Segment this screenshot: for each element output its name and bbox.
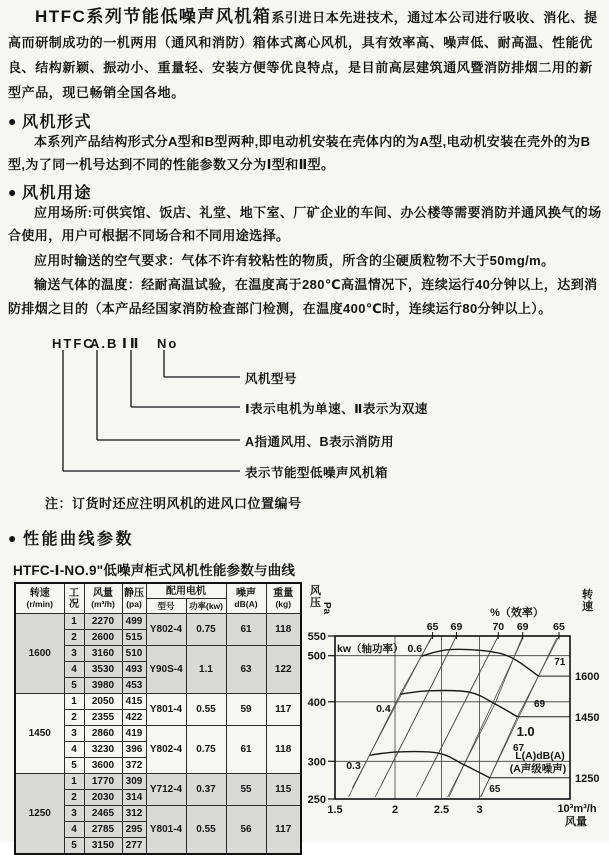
- section-heading-text: 风机用途: [21, 185, 92, 202]
- power-axis-label: kw（轴功率）: [337, 643, 404, 655]
- cell-pressure: 499: [122, 614, 146, 630]
- efficiency-line: [416, 636, 498, 797]
- header-noise: [226, 583, 266, 614]
- cell-flow: 2785: [84, 822, 122, 838]
- header-text: 转速: [29, 588, 50, 599]
- model-code-ab: A.B: [90, 336, 119, 351]
- speed-axis-label: 转速: [582, 589, 593, 613]
- cell-flow: 2050: [84, 694, 122, 710]
- cell-pressure: 277: [122, 838, 146, 855]
- noise-axis-label: L(A)dB(A): [515, 750, 565, 762]
- rpm-label: 1250: [575, 772, 600, 785]
- header-text: 配用电机: [166, 585, 206, 597]
- power-label: 0.6: [407, 643, 423, 655]
- diagram-label-fan-model: 风机型号: [245, 372, 298, 386]
- header-text: 噪声: [236, 588, 256, 599]
- cell-motor-model: Y802-4: [146, 614, 186, 646]
- cell-flow: 2355: [84, 710, 122, 726]
- cell-flow: 1770: [84, 774, 122, 790]
- noise-value-label: 67: [513, 743, 525, 754]
- usage-paragraph-3: 输送气体的温度：经耐高温试验，在温度高于280℃高温情况下，连续运行40分钟以上，达到消防排烟之目的（本产品经国家消防检查部门检测，在温度400℃时，连续运行80分钟以上）。: [8, 277, 598, 316]
- table-header: [15, 583, 301, 614]
- cell-pressure: 419: [122, 726, 146, 742]
- bullet-icon: ●: [8, 184, 18, 200]
- cell-pressure: 314: [122, 790, 146, 806]
- cell-pressure: 396: [122, 742, 146, 758]
- x-tick-label: 2.5: [433, 804, 450, 816]
- cell-condition: 2: [64, 710, 84, 726]
- cell-noise: 61: [226, 614, 266, 646]
- cell-weight: 115: [266, 774, 301, 806]
- cell-motor-power: 0.55: [186, 806, 226, 855]
- header-motor-power: [186, 599, 226, 614]
- section-heading-text: 性能曲线参数: [22, 531, 134, 548]
- header-flow: [84, 583, 122, 614]
- section-heading-performance: [8, 526, 134, 549]
- cell-motor-power: 0.55: [186, 694, 226, 726]
- cell-condition: 4: [64, 742, 84, 758]
- noise-value-label: 65: [489, 784, 501, 795]
- efficiency-tick-label: 70: [492, 621, 505, 633]
- model-code-htfc: HTFC: [52, 336, 95, 351]
- cell-speed: 1250: [15, 774, 64, 855]
- cell-condition: 5: [64, 838, 84, 855]
- bullet-icon: ●: [8, 530, 19, 546]
- intro-body-text: 系引进日本先进技术，通过本公司进行吸收、消化、提高而研制成功的一机两用（通风和消防）箱体式离心风机，具有效率高、噪声低、耐高温、性能优良、结构新颖、振动小、重量轻、安装方便等优良特点，是目前高层建筑通风暨消防排烟二用的新型产品，现已畅销全国各地。: [8, 10, 598, 100]
- cell-motor-power: 0.37: [186, 774, 226, 806]
- cell-pressure: 515: [122, 630, 146, 646]
- cell-condition: 5: [64, 758, 84, 774]
- rpm-label: 1450: [575, 711, 600, 724]
- cell-pressure: 453: [122, 678, 146, 694]
- cell-motor-model: Y712-4: [146, 774, 186, 806]
- efficiency-axis-label: %（效率）: [490, 607, 544, 619]
- model-code-no: No: [157, 336, 179, 351]
- header-pressure: [122, 583, 146, 614]
- noise-value-label: 71: [554, 657, 566, 668]
- cell-pressure: 309: [122, 774, 146, 790]
- cell-flow: 2270: [84, 614, 122, 630]
- section-heading-text: 风机形式: [21, 114, 92, 131]
- diagram-label-speed-type: Ⅰ表示电机为单速、Ⅱ表示为双速: [245, 402, 428, 416]
- cell-condition: 1: [64, 774, 84, 790]
- table-title: HTFC-Ⅰ-NO.9"低噪声柜式风机性能参数与曲线: [13, 563, 296, 578]
- cell-weight: 117: [266, 806, 301, 855]
- header-weight: [266, 583, 301, 614]
- cell-condition: 2: [64, 790, 84, 806]
- cell-flow: 2860: [84, 726, 122, 742]
- header-text: 型号: [157, 601, 175, 611]
- header-text: 静压: [124, 588, 144, 599]
- usage-paragraph-1: 应用场所:可供宾馆、饭店、礼堂、地下室、厂矿企业的车间、办公楼等需要消防并通风换气的场合使用，用户可根据不同场合和不同用途选择。: [8, 205, 602, 243]
- y-tick-label: 550: [307, 631, 326, 643]
- cell-weight: 117: [266, 694, 301, 726]
- cell-flow: 3160: [84, 646, 122, 662]
- header-unit: (kg): [275, 599, 292, 609]
- cell-condition: 1: [64, 614, 84, 630]
- cell-condition: 1: [64, 694, 84, 710]
- rpm-label: 1600: [575, 671, 600, 684]
- header-unit: (r/min): [26, 599, 53, 609]
- performance-chart: [300, 580, 609, 842]
- cell-noise: 56: [226, 806, 266, 855]
- efficiency-tick-label: 69: [450, 621, 463, 633]
- cell-pressure: 510: [122, 646, 146, 662]
- cell-noise: 59: [226, 694, 266, 726]
- header-unit: dB(A): [234, 599, 258, 609]
- cell-condition: 4: [64, 662, 84, 678]
- intro-paragraph: [8, 4, 602, 105]
- cell-weight: 118: [266, 726, 301, 774]
- header-motor-model: [146, 599, 186, 614]
- efficiency-line: [375, 636, 456, 797]
- header-text: 况: [69, 598, 79, 610]
- table-row: [15, 774, 301, 790]
- cell-pressure: 372: [122, 758, 146, 774]
- cell-condition: 3: [64, 646, 84, 662]
- header-unit: (m³/h): [91, 599, 115, 609]
- power-label: 0.4: [376, 703, 391, 715]
- cell-pressure: 415: [122, 694, 146, 710]
- efficiency-tick-label: 69: [516, 621, 529, 633]
- cell-speed: 1450: [15, 694, 64, 774]
- header-speed: [15, 583, 64, 614]
- cell-motor-power: 0.75: [186, 614, 226, 646]
- header-motor-group: [146, 583, 226, 599]
- efficiency-tick-label: 65: [426, 621, 439, 633]
- table-row: [15, 614, 301, 630]
- cell-condition: 3: [64, 806, 84, 822]
- cell-speed: 1600: [15, 614, 64, 694]
- cell-flow: 3530: [84, 662, 122, 678]
- cell-motor-power: 0.75: [186, 726, 226, 774]
- cell-motor-model: Y90S-4: [146, 646, 186, 694]
- header-condition: [64, 583, 84, 614]
- connector-lines: [63, 350, 240, 471]
- cell-flow: 2030: [84, 790, 122, 806]
- section-heading-fan-usage: [8, 180, 92, 203]
- cell-noise: 61: [226, 726, 266, 774]
- cell-pressure: 422: [122, 710, 146, 726]
- header-text: 功率(kw): [188, 601, 223, 611]
- x-tick-label: 3: [476, 804, 483, 816]
- order-note: 注：订货时还应注明风机的进风口位置编号: [45, 496, 302, 511]
- cell-flow: 3150: [84, 838, 122, 855]
- flow-unit-label: 10³m³/h: [557, 803, 597, 815]
- table-body: [15, 614, 301, 855]
- header-unit: (pa): [126, 599, 142, 609]
- cell-noise: 63: [226, 646, 266, 694]
- cell-motor-model: Y801-4: [146, 694, 186, 726]
- usage-paragraph-2: 应用时输送的空气要求：气体不许有较粘性的物质，所含的尘硬质粒物不大于50mg/m。: [34, 253, 555, 268]
- bullet-icon: ●: [8, 113, 18, 129]
- diagram-label-series-meaning: 表示节能型低噪声风机箱: [245, 466, 389, 480]
- power-label: 1.0: [516, 724, 535, 739]
- x-tick-label: 1.5: [327, 804, 343, 816]
- y-tick-label: 400: [307, 696, 326, 709]
- cell-flow: 3980: [84, 678, 122, 694]
- efficiency-line: [349, 636, 433, 797]
- noise-value-label: 69: [534, 699, 546, 710]
- pq-curve: [370, 752, 490, 778]
- y-tick-label: 300: [307, 756, 326, 769]
- cell-condition: 4: [64, 822, 84, 838]
- fan-form-paragraph: 本系列产品结构形式分A型和B型两种,即电动机安装在壳体内的为A型,电动机安装在壳外的为B型,为了同一机号达到不同的性能参数又分为Ⅰ型和Ⅱ型。: [8, 134, 591, 172]
- cell-pressure: 295: [122, 822, 146, 838]
- pressure-axis-label: 风压: [310, 585, 321, 609]
- product-series-title: HTFC系列节能低噪声风机箱: [35, 7, 272, 26]
- cell-noise: 55: [226, 774, 266, 806]
- y-tick-label: 250: [307, 794, 326, 806]
- y-tick-label: 500: [307, 650, 326, 663]
- cell-flow: 3600: [84, 758, 122, 774]
- diagram-label-ab-meaning: A指通风用、B表示消防用: [245, 435, 395, 449]
- cell-pressure: 493: [122, 662, 146, 678]
- cell-motor-model: Y802-4: [146, 726, 186, 774]
- efficiency-tick-label: 65: [553, 621, 565, 633]
- cell-motor-power: 1.1: [186, 646, 226, 694]
- x-tick-label: 2: [391, 804, 399, 816]
- table-row: [15, 694, 301, 710]
- header-text: 风量: [93, 588, 113, 599]
- header-text: 重量: [273, 588, 294, 599]
- power-label: 0.3: [346, 760, 361, 772]
- cell-flow: 3230: [84, 742, 122, 758]
- section-heading-fan-form: [8, 109, 92, 132]
- cell-condition: 3: [64, 726, 84, 742]
- header-text: 工: [69, 587, 79, 599]
- cell-weight: 118: [266, 614, 301, 646]
- performance-table: [14, 582, 302, 855]
- cell-pressure: 312: [122, 806, 146, 822]
- cell-condition: 5: [64, 678, 84, 694]
- cell-flow: 2465: [84, 806, 122, 822]
- flow-axis-label: 风量: [565, 816, 587, 828]
- model-code-speed-type: ⅠⅡ: [122, 336, 142, 351]
- cell-motor-model: Y801-4: [146, 806, 186, 855]
- cell-weight: 122: [266, 646, 301, 694]
- noise-axis-label: (A声级噪声): [509, 763, 567, 775]
- cell-condition: 2: [64, 630, 84, 646]
- pressure-unit-label: Pa: [321, 602, 332, 615]
- cell-flow: 2600: [84, 630, 122, 646]
